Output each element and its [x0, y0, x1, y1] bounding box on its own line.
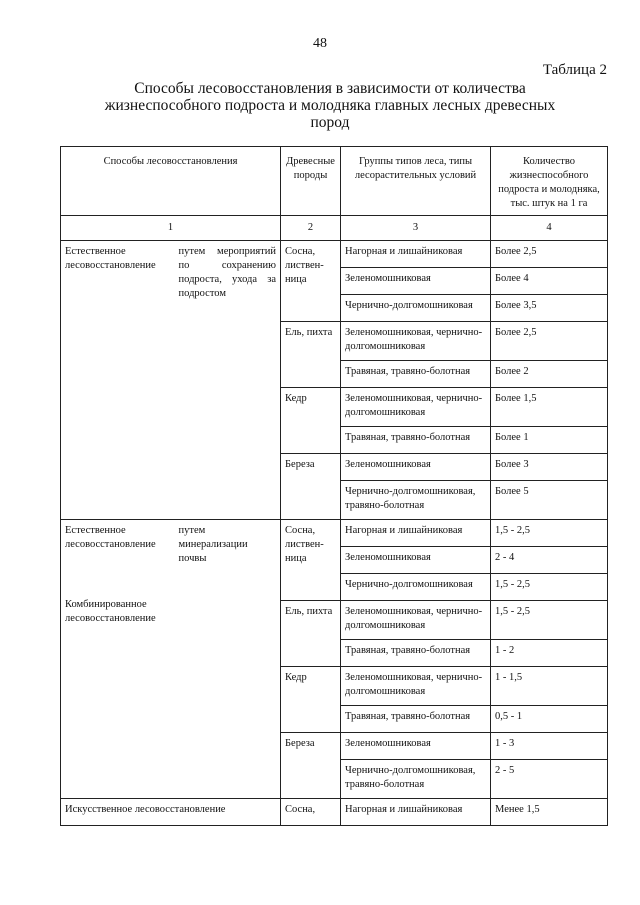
forest-type-cell: Зеленомошниковая, чернично-долгомошниковая	[341, 388, 491, 427]
means-line: подроста, ухода за	[178, 274, 277, 285]
forest-type-cell: Зеленомошниковая	[341, 268, 491, 295]
forest-type-cell: Травяная, травяно-болотная	[341, 706, 491, 733]
quantity-cell: Более 3,5	[491, 295, 608, 322]
quantity-cell: Более 5	[491, 481, 608, 520]
species-cell: Кедр	[281, 388, 341, 454]
quantity-cell: Более 2,5	[491, 241, 608, 268]
quantity-cell: 1,5 - 2,5	[491, 574, 608, 601]
quantity-cell: Более 4	[491, 268, 608, 295]
forest-type-cell: Травяная, травяно-болотная	[341, 427, 491, 454]
species-cell: Сосна, листвен-ница	[281, 241, 341, 322]
forest-type-cell: Чернично-долгомошниковая, травяно-болотная	[341, 481, 491, 520]
species-cell: Береза	[281, 733, 341, 799]
quantity-cell: Менее 1,5	[491, 799, 608, 826]
column-number-row	[61, 216, 608, 241]
forest-type-cell: Травяная, травяно-болотная	[341, 640, 491, 667]
means-cell	[175, 241, 281, 520]
quantity-cell: Более 1,5	[491, 388, 608, 427]
quantity-cell: Более 1	[491, 427, 608, 454]
table-row	[61, 799, 608, 826]
species-cell: Кедр	[281, 667, 341, 733]
quantity-cell: 0,5 - 1	[491, 706, 608, 733]
page-number: 48	[313, 36, 327, 51]
species-cell: Береза	[281, 454, 341, 520]
col-number-1: 1	[61, 216, 281, 241]
quantity-cell: Более 3	[491, 454, 608, 481]
method-cell	[61, 520, 175, 799]
method-cell: Искусственное лесовосстановление	[61, 799, 281, 826]
means-line: по сохранению	[178, 260, 277, 271]
quantity-cell: 2 - 4	[491, 547, 608, 574]
species-cell: Ель, пихта	[281, 322, 341, 388]
header-quantity: Количество жизнеспособного подроста и молодняка, тыс. штук на 1 га	[491, 147, 608, 216]
forest-type-cell: Зеленомошниковая, чернично-долгомошниковая	[341, 601, 491, 640]
quantity-cell: 2 - 5	[491, 760, 608, 799]
forest-type-cell: Нагорная и лишайниковая	[341, 241, 491, 268]
quantity-cell: 1,5 - 2,5	[491, 520, 608, 547]
forest-type-cell: Чернично-долгомошниковая, травяно-болотная	[341, 760, 491, 799]
species-cell: Сосна,	[281, 799, 341, 826]
quantity-cell: Более 2	[491, 361, 608, 388]
species-cell: Ель, пихта	[281, 601, 341, 667]
forest-type-cell: Зеленомошниковая	[341, 733, 491, 760]
forest-type-cell: Зеленомошниковая	[341, 454, 491, 481]
table-title: Способы лесовосстановления в зависимости от количества жизнеспособного подроста и молодняка главных лесных древесных пород	[104, 80, 556, 131]
means-line: путем мероприятий	[178, 246, 277, 257]
forest-type-cell: Зеленомошниковая, чернично-долгомошниковая	[341, 322, 491, 361]
header-species: Древесные породы	[281, 147, 341, 216]
table-label: Таблица 2	[542, 62, 607, 78]
reforestation-table	[60, 146, 608, 826]
method-combined: Комбинированное лесовосстановление	[65, 599, 156, 624]
table-row	[61, 241, 608, 268]
forest-type-cell: Нагорная и лишайниковая	[341, 520, 491, 547]
table-row	[61, 520, 608, 547]
means-line: подростом	[178, 288, 226, 299]
col-number-3: 3	[341, 216, 491, 241]
forest-type-cell: Зеленомошниковая	[341, 547, 491, 574]
forest-type-cell: Зеленомошниковая, чернично-долгомошниковая	[341, 667, 491, 706]
quantity-cell: 1 - 3	[491, 733, 608, 760]
quantity-cell: 1 - 1,5	[491, 667, 608, 706]
quantity-cell: 1 - 2	[491, 640, 608, 667]
forest-type-cell: Чернично-долгомошниковая	[341, 295, 491, 322]
forest-type-cell: Травяная, травяно-болотная	[341, 361, 491, 388]
method-natural: Естественное лесовосстановление	[65, 525, 156, 550]
species-cell: Сосна, листвен-ница	[281, 520, 341, 601]
method-cell: Естественное лесовосстановление	[61, 241, 175, 520]
quantity-cell: 1,5 - 2,5	[491, 601, 608, 640]
forest-type-cell: Чернично-долгомошниковая	[341, 574, 491, 601]
header-methods: Способы лесовосстановления	[61, 147, 281, 216]
header-forest-types: Группы типов леса, типы лесорастительных условий	[341, 147, 491, 216]
means-cell: путем минерализации почвы	[175, 520, 281, 799]
forest-type-cell: Нагорная и лишайниковая	[341, 799, 491, 826]
col-number-4: 4	[491, 216, 608, 241]
col-number-2: 2	[281, 216, 341, 241]
header-row	[61, 147, 608, 216]
quantity-cell: Более 2,5	[491, 322, 608, 361]
